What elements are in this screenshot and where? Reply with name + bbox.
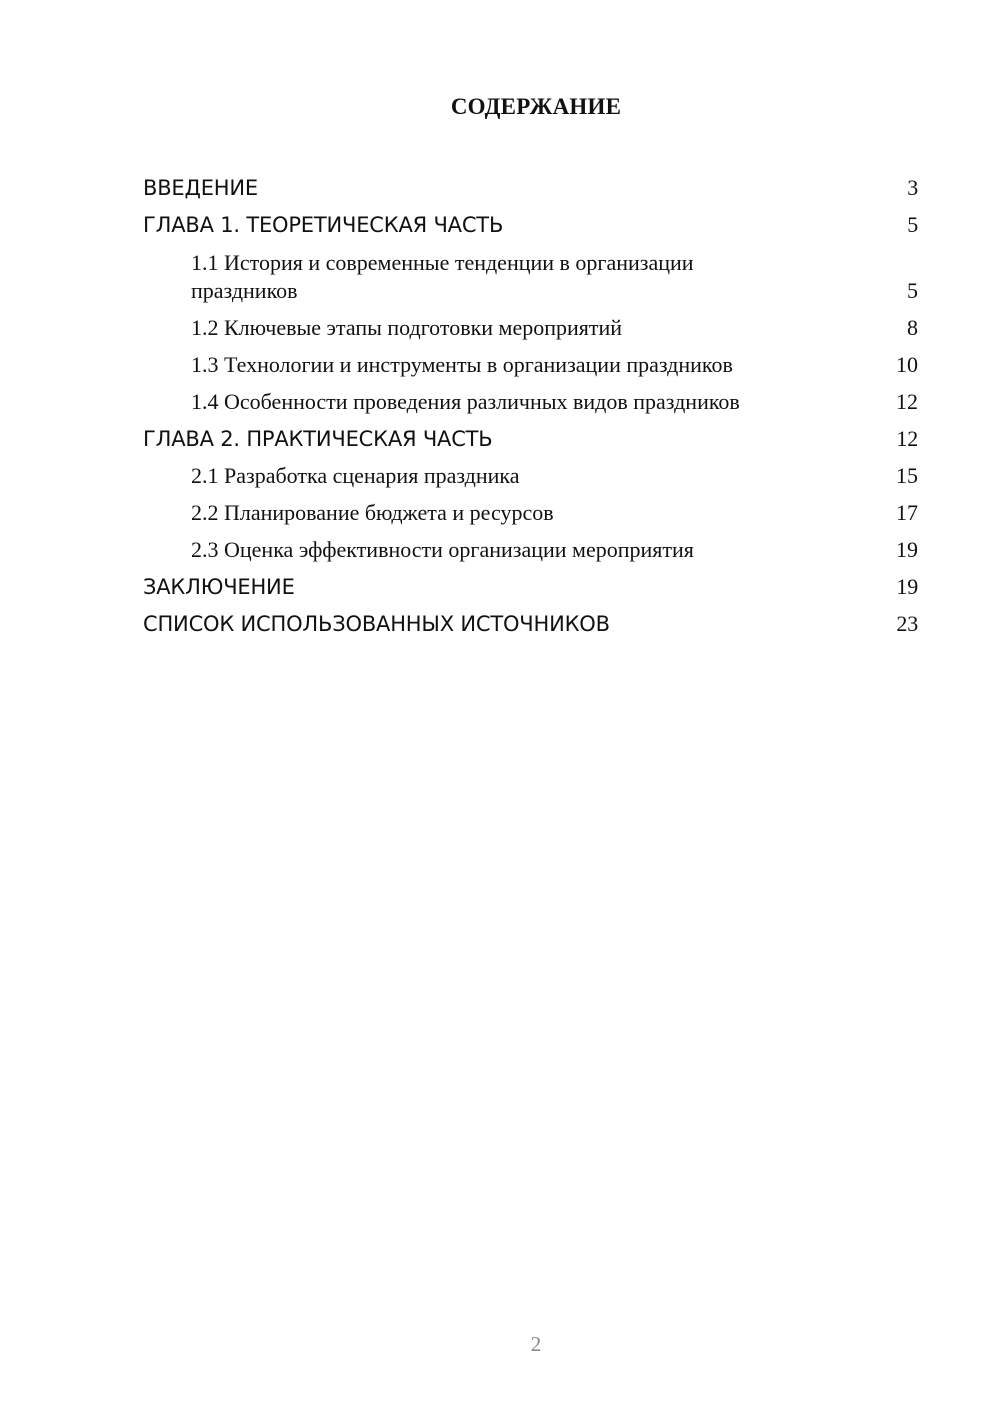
- toc-entry-chapter-2[interactable]: [143, 419, 918, 456]
- table-of-contents: [143, 168, 918, 641]
- toc-entry-label: СПИСОК ИСПОЛЬЗОВАННЫХ ИСТОЧНИКОВ: [143, 612, 610, 636]
- toc-entry-introduction[interactable]: [143, 168, 918, 205]
- toc-entry-conclusion[interactable]: [143, 567, 918, 604]
- toc-entry-page: 17: [896, 500, 918, 525]
- toc-entry-label: 1.4 Особенности проведения различных видов праздников: [191, 389, 740, 414]
- toc-entry-label: 2.3 Оценка эффективности организации мероприятия: [191, 537, 694, 562]
- toc-entry-label: 2.1 Разработка сценария праздника: [191, 463, 520, 488]
- toc-entry-page: 19: [896, 537, 918, 562]
- toc-entry-label: 1.2 Ключевые этапы подготовки мероприятий: [191, 315, 623, 340]
- page-title: СОДЕРЖАНИЕ: [450, 94, 622, 119]
- toc-entry-page: 19: [896, 574, 918, 599]
- toc-entry-section-1-3[interactable]: [143, 345, 918, 382]
- page-number: 2: [530, 1332, 542, 1356]
- toc-entry-page: 5: [907, 212, 918, 237]
- toc-entry-label: 1.3 Технологии и инструменты в организации праздников: [191, 352, 733, 377]
- toc-entry-page: 3: [907, 175, 918, 200]
- toc-entry-section-1-1[interactable]: [143, 242, 918, 308]
- toc-entry-label: ГЛАВА 2. ПРАКТИЧЕСКАЯ ЧАСТЬ: [143, 427, 493, 451]
- toc-entry-label: 2.2 Планирование бюджета и ресурсов: [191, 500, 554, 525]
- toc-entry-label: 1.1 История и современные тенденции в организации праздников: [191, 250, 694, 303]
- toc-entry-references[interactable]: [143, 604, 918, 641]
- toc-entry-label: ГЛАВА 1. ТЕОРЕТИЧЕСКАЯ ЧАСТЬ: [143, 213, 504, 237]
- toc-entry-page: 10: [896, 352, 918, 377]
- toc-entry-section-2-2[interactable]: [143, 493, 918, 530]
- toc-entry-section-1-2[interactable]: [143, 308, 918, 345]
- toc-entry-page: 15: [896, 463, 918, 488]
- toc-entry-page: 12: [896, 389, 918, 414]
- toc-entry-page: 23: [896, 611, 918, 636]
- toc-entry-page: 8: [907, 315, 918, 340]
- toc-entry-section-2-3[interactable]: [143, 530, 918, 567]
- toc-entry-label: ЗАКЛЮЧЕНИЕ: [143, 575, 295, 599]
- toc-entry-section-1-4[interactable]: [143, 382, 918, 419]
- toc-entry-page: 12: [896, 426, 918, 451]
- toc-entry-chapter-1[interactable]: [143, 205, 918, 242]
- toc-entry-section-2-1[interactable]: [143, 456, 918, 493]
- toc-entry-label: ВВЕДЕНИЕ: [143, 176, 258, 200]
- toc-entry-page: 5: [907, 278, 918, 303]
